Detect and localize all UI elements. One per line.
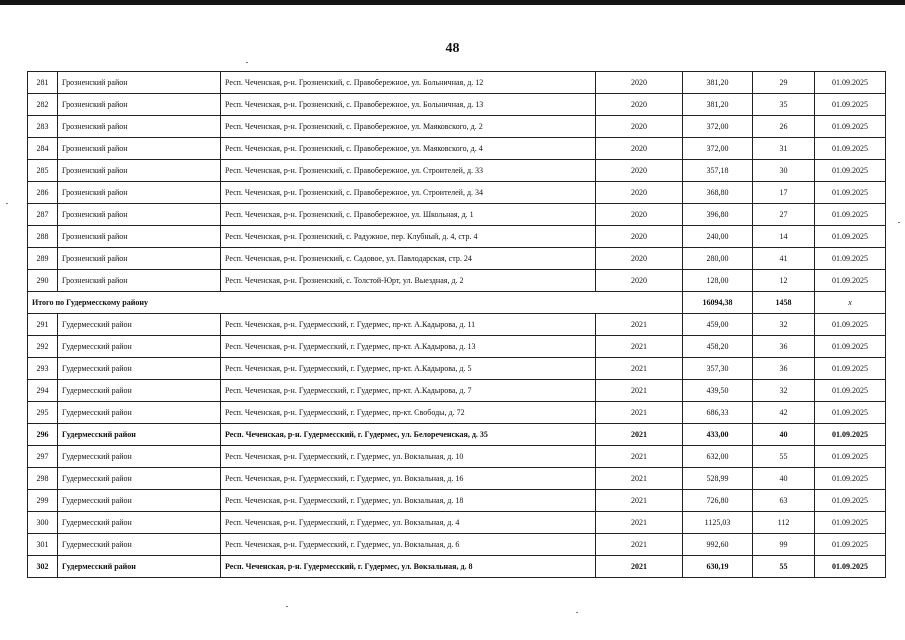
table-row xyxy=(28,138,886,160)
year-cell: 2020 xyxy=(596,116,683,138)
date-cell: 01.09.2025 xyxy=(815,248,886,270)
scan-speck xyxy=(246,62,248,63)
area-cell: 433,00 xyxy=(683,424,753,446)
table-row xyxy=(28,358,886,380)
year-cell: 2021 xyxy=(596,490,683,512)
year-cell: 2020 xyxy=(596,72,683,94)
year-cell: 2021 xyxy=(596,446,683,468)
count-cell: 36 xyxy=(753,336,815,358)
date-cell: 01.09.2025 xyxy=(815,72,886,94)
date-cell: 01.09.2025 xyxy=(815,534,886,556)
row-number: 291 xyxy=(28,314,58,336)
district-cell: Гудермесский район xyxy=(58,534,221,556)
scan-speck xyxy=(898,222,900,223)
date-cell: 01.09.2025 xyxy=(815,94,886,116)
table-row xyxy=(28,468,886,490)
year-cell: 2021 xyxy=(596,358,683,380)
district-cell: Гудермесский район xyxy=(58,468,221,490)
count-cell: 32 xyxy=(753,314,815,336)
district-cell: Гудермесский район xyxy=(58,424,221,446)
date-cell: 01.09.2025 xyxy=(815,512,886,534)
address-cell: Респ. Чеченская, р-н. Гудермесский, г. Гудермес, ул. Белореченская, д. 35 xyxy=(221,424,596,446)
address-cell: Респ. Чеченская, р-н. Грозненский, с. Правобережное, ул. Маяковского, д. 4 xyxy=(221,138,596,160)
address-cell: Респ. Чеченская, р-н. Грозненский, с. Правобережное, ул. Строителей, д. 33 xyxy=(221,160,596,182)
district-cell: Грозненский район xyxy=(58,248,221,270)
row-number: 288 xyxy=(28,226,58,248)
row-number: 295 xyxy=(28,402,58,424)
district-cell: Гудермесский район xyxy=(58,402,221,424)
address-cell: Респ. Чеченская, р-н. Грозненский, с. Правобережное, ул. Маяковского, д. 2 xyxy=(221,116,596,138)
housing-registry-table xyxy=(27,71,886,578)
row-number: 299 xyxy=(28,490,58,512)
area-cell: 396,80 xyxy=(683,204,753,226)
year-cell: 2021 xyxy=(596,534,683,556)
address-cell: Респ. Чеченская, р-н. Гудермесский, г. Гудермес, ул. Вокзальная, д. 4 xyxy=(221,512,596,534)
count-cell: 35 xyxy=(753,94,815,116)
address-cell: Респ. Чеченская, р-н. Грозненский, с. Радужное, пер. Клубный, д. 4, стр. 4 xyxy=(221,226,596,248)
address-cell: Респ. Чеченская, р-н. Гудермесский, г. Гудермес, ул. Вокзальная, д. 16 xyxy=(221,468,596,490)
area-cell: 726,80 xyxy=(683,490,753,512)
year-cell: 2021 xyxy=(596,512,683,534)
address-cell: Респ. Чеченская, р-н. Грозненский, с. Правобережное, ул. Школьная, д. 1 xyxy=(221,204,596,226)
table-row xyxy=(28,226,886,248)
count-cell: 27 xyxy=(753,204,815,226)
year-cell: 2021 xyxy=(596,402,683,424)
year-cell: 2020 xyxy=(596,160,683,182)
scan-speck xyxy=(286,606,288,607)
address-cell: Респ. Чеченская, р-н. Гудермесский, г. Гудермес, пр-кт. А.Кадырова, д. 11 xyxy=(221,314,596,336)
count-cell: 42 xyxy=(753,402,815,424)
year-cell: 2021 xyxy=(596,336,683,358)
district-cell: Грозненский район xyxy=(58,116,221,138)
address-cell: Респ. Чеченская, р-н. Грозненский, с. Садовое, ул. Павлодарская, стр. 24 xyxy=(221,248,596,270)
district-cell: Грозненский район xyxy=(58,160,221,182)
count-cell: 14 xyxy=(753,226,815,248)
row-number: 301 xyxy=(28,534,58,556)
row-number: 298 xyxy=(28,468,58,490)
address-cell: Респ. Чеченская, р-н. Грозненский, с. Правобережное, ул. Больничная, д. 13 xyxy=(221,94,596,116)
date-cell: 01.09.2025 xyxy=(815,336,886,358)
address-cell: Респ. Чеченская, р-н. Гудермесский, г. Гудермес, пр-кт. А.Кадырова, д. 5 xyxy=(221,358,596,380)
area-cell: 632,00 xyxy=(683,446,753,468)
address-cell: Респ. Чеченская, р-н. Гудермесский, г. Гудермес, ул. Вокзальная, д. 8 xyxy=(221,556,596,578)
district-cell: Грозненский район xyxy=(58,270,221,292)
row-number: 286 xyxy=(28,182,58,204)
row-number: 283 xyxy=(28,116,58,138)
district-cell: Грозненский район xyxy=(58,138,221,160)
date-cell: 01.09.2025 xyxy=(815,116,886,138)
address-cell: Респ. Чеченская, р-н. Гудермесский, г. Гудермес, ул. Вокзальная, д. 18 xyxy=(221,490,596,512)
row-number: 292 xyxy=(28,336,58,358)
area-cell: 372,00 xyxy=(683,116,753,138)
table-row xyxy=(28,446,886,468)
date-cell: 01.09.2025 xyxy=(815,358,886,380)
year-cell: 2020 xyxy=(596,182,683,204)
table-row xyxy=(28,380,886,402)
date-cell: 01.09.2025 xyxy=(815,138,886,160)
row-number: 297 xyxy=(28,446,58,468)
district-cell: Гудермесский район xyxy=(58,490,221,512)
row-number: 287 xyxy=(28,204,58,226)
address-cell: Респ. Чеченская, р-н. Грозненский, с. Правобережное, ул. Больничная, д. 12 xyxy=(221,72,596,94)
address-cell: Респ. Чеченская, р-н. Гудермесский, г. Гудермес, пр-кт. Свободы, д. 72 xyxy=(221,402,596,424)
table-row xyxy=(28,160,886,182)
table-row xyxy=(28,116,886,138)
year-cell: 2020 xyxy=(596,248,683,270)
row-number: 282 xyxy=(28,94,58,116)
area-cell: 1125,03 xyxy=(683,512,753,534)
table-row xyxy=(28,556,886,578)
address-cell: Респ. Чеченская, р-н. Гудермесский, г. Гудермес, пр-кт. А.Кадырова, д. 13 xyxy=(221,336,596,358)
subtotal-count: 1458 xyxy=(753,292,815,314)
count-cell: 40 xyxy=(753,468,815,490)
address-cell: Респ. Чеченская, р-н. Грозненский, с. Правобережное, ул. Строителей, д. 34 xyxy=(221,182,596,204)
district-cell: Грозненский район xyxy=(58,226,221,248)
table-row xyxy=(28,512,886,534)
date-cell: 01.09.2025 xyxy=(815,182,886,204)
district-cell: Гудермесский район xyxy=(58,380,221,402)
year-cell: 2021 xyxy=(596,468,683,490)
row-number: 289 xyxy=(28,248,58,270)
row-number: 293 xyxy=(28,358,58,380)
count-cell: 26 xyxy=(753,116,815,138)
address-cell: Респ. Чеченская, р-н. Гудермесский, г. Гудермес, пр-кт. А.Кадырова, д. 7 xyxy=(221,380,596,402)
date-cell: 01.09.2025 xyxy=(815,160,886,182)
area-cell: 240,00 xyxy=(683,226,753,248)
year-cell: 2021 xyxy=(596,424,683,446)
area-cell: 381,20 xyxy=(683,72,753,94)
count-cell: 112 xyxy=(753,512,815,534)
count-cell: 63 xyxy=(753,490,815,512)
table-row xyxy=(28,314,886,336)
address-cell: Респ. Чеченская, р-н. Гудермесский, г. Гудермес, ул. Вокзальная, д. 10 xyxy=(221,446,596,468)
subtotal-date: x xyxy=(815,292,886,314)
subtotal-area: 16094,38 xyxy=(683,292,753,314)
area-cell: 630,19 xyxy=(683,556,753,578)
district-cell: Грозненский район xyxy=(58,182,221,204)
count-cell: 55 xyxy=(753,446,815,468)
row-number: 294 xyxy=(28,380,58,402)
count-cell: 36 xyxy=(753,358,815,380)
date-cell: 01.09.2025 xyxy=(815,468,886,490)
district-cell: Гудермесский район xyxy=(58,556,221,578)
area-cell: 128,00 xyxy=(683,270,753,292)
row-number: 284 xyxy=(28,138,58,160)
area-cell: 459,00 xyxy=(683,314,753,336)
area-cell: 992,60 xyxy=(683,534,753,556)
area-cell: 372,00 xyxy=(683,138,753,160)
address-cell: Респ. Чеченская, р-н. Грозненский, с. Толстой-Юрт, ул. Выездная, д. 2 xyxy=(221,270,596,292)
table-row xyxy=(28,402,886,424)
year-cell: 2021 xyxy=(596,556,683,578)
area-cell: 280,00 xyxy=(683,248,753,270)
year-cell: 2020 xyxy=(596,204,683,226)
table-row xyxy=(28,94,886,116)
row-number: 302 xyxy=(28,556,58,578)
area-cell: 458,20 xyxy=(683,336,753,358)
district-cell: Грозненский район xyxy=(58,204,221,226)
table-row xyxy=(28,336,886,358)
date-cell: 01.09.2025 xyxy=(815,490,886,512)
district-cell: Гудермесский район xyxy=(58,314,221,336)
count-cell: 17 xyxy=(753,182,815,204)
table-row xyxy=(28,182,886,204)
scan-speck xyxy=(6,203,8,204)
date-cell: 01.09.2025 xyxy=(815,380,886,402)
district-cell: Гудермесский район xyxy=(58,336,221,358)
year-cell: 2020 xyxy=(596,270,683,292)
table-row xyxy=(28,490,886,512)
table-row xyxy=(28,204,886,226)
address-cell: Респ. Чеченская, р-н. Гудермесский, г. Гудермес, ул. Вокзальная, д. 6 xyxy=(221,534,596,556)
area-cell: 528,99 xyxy=(683,468,753,490)
row-number: 290 xyxy=(28,270,58,292)
row-number: 296 xyxy=(28,424,58,446)
date-cell: 01.09.2025 xyxy=(815,424,886,446)
district-cell: Гудермесский район xyxy=(58,358,221,380)
district-cell: Грозненский район xyxy=(58,94,221,116)
area-cell: 368,80 xyxy=(683,182,753,204)
count-cell: 40 xyxy=(753,424,815,446)
district-cell: Гудермесский район xyxy=(58,446,221,468)
count-cell: 55 xyxy=(753,556,815,578)
subtotal-row xyxy=(28,292,886,314)
area-cell: 357,18 xyxy=(683,160,753,182)
year-cell: 2020 xyxy=(596,226,683,248)
table-row xyxy=(28,534,886,556)
count-cell: 12 xyxy=(753,270,815,292)
area-cell: 439,50 xyxy=(683,380,753,402)
page-number: 48 xyxy=(445,41,460,56)
date-cell: 01.09.2025 xyxy=(815,314,886,336)
date-cell: 01.09.2025 xyxy=(815,556,886,578)
row-number: 285 xyxy=(28,160,58,182)
count-cell: 99 xyxy=(753,534,815,556)
date-cell: 01.09.2025 xyxy=(815,204,886,226)
date-cell: 01.09.2025 xyxy=(815,402,886,424)
count-cell: 30 xyxy=(753,160,815,182)
date-cell: 01.09.2025 xyxy=(815,446,886,468)
count-cell: 32 xyxy=(753,380,815,402)
date-cell: 01.09.2025 xyxy=(815,270,886,292)
count-cell: 41 xyxy=(753,248,815,270)
table-row xyxy=(28,270,886,292)
row-number: 281 xyxy=(28,72,58,94)
scan-speck xyxy=(576,612,578,613)
date-cell: 01.09.2025 xyxy=(815,226,886,248)
area-cell: 381,20 xyxy=(683,94,753,116)
row-number: 300 xyxy=(28,512,58,534)
subtotal-label: Итого по Гудермесскому району xyxy=(28,292,683,314)
year-cell: 2020 xyxy=(596,138,683,160)
district-cell: Грозненский район xyxy=(58,72,221,94)
table-row xyxy=(28,248,886,270)
year-cell: 2021 xyxy=(596,380,683,402)
count-cell: 31 xyxy=(753,138,815,160)
district-cell: Гудермесский район xyxy=(58,512,221,534)
year-cell: 2021 xyxy=(596,314,683,336)
year-cell: 2020 xyxy=(596,94,683,116)
area-cell: 686,33 xyxy=(683,402,753,424)
scan-edge-bar xyxy=(0,0,905,5)
area-cell: 357,30 xyxy=(683,358,753,380)
count-cell: 29 xyxy=(753,72,815,94)
table-row xyxy=(28,72,886,94)
table-row xyxy=(28,424,886,446)
